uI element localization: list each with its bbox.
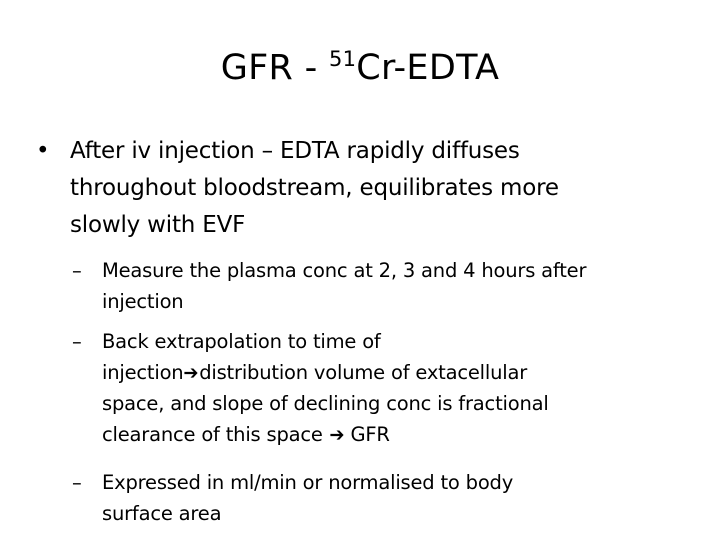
- sub-bullet-marker: –: [72, 471, 82, 494]
- title-suffix: Cr-EDTA: [356, 48, 500, 88]
- bullet-marker: •: [36, 138, 50, 164]
- bullet-line: slowly with EVF: [70, 212, 246, 238]
- sub-bullet-item: [72, 326, 692, 450]
- sub-bullet-line: space, and slope of declining conc is fractional: [102, 392, 549, 415]
- sub-bullet-text: clearance of this space: [102, 423, 329, 446]
- sub-bullet-line: Measure the plasma conc at 2, 3 and 4 hours after: [102, 259, 587, 282]
- bullet-item: [36, 133, 686, 244]
- sub-bullet-line: [72, 357, 692, 388]
- sub-bullet-line: Expressed in ml/min or normalised to body: [102, 471, 514, 494]
- sub-bullet-item: [72, 255, 692, 317]
- slide-title: [0, 42, 720, 98]
- sub-bullet-text: distribution volume of extacellular: [199, 361, 528, 384]
- sub-bullet-marker: –: [72, 330, 82, 353]
- sub-bullet-text: GFR: [344, 423, 390, 446]
- bullet-line: After iv injection – EDTA rapidly diffuses: [70, 138, 520, 164]
- sub-bullet-line: [72, 419, 692, 450]
- right-arrow-icon: ➔: [183, 362, 199, 384]
- title-superscript: 51: [328, 47, 357, 71]
- sub-bullet-text: injection: [102, 361, 184, 384]
- sub-bullet-marker: –: [72, 259, 82, 282]
- sub-bullet-line: Back extrapolation to time of: [102, 330, 381, 353]
- sub-bullet-item: [72, 467, 692, 529]
- sub-bullet-line: injection: [102, 290, 184, 313]
- title-prefix: GFR -: [220, 48, 329, 88]
- right-arrow-icon: ➔: [329, 424, 345, 446]
- sub-bullet-line: surface area: [102, 502, 222, 525]
- bullet-line: throughout bloodstream, equilibrates more: [70, 175, 559, 201]
